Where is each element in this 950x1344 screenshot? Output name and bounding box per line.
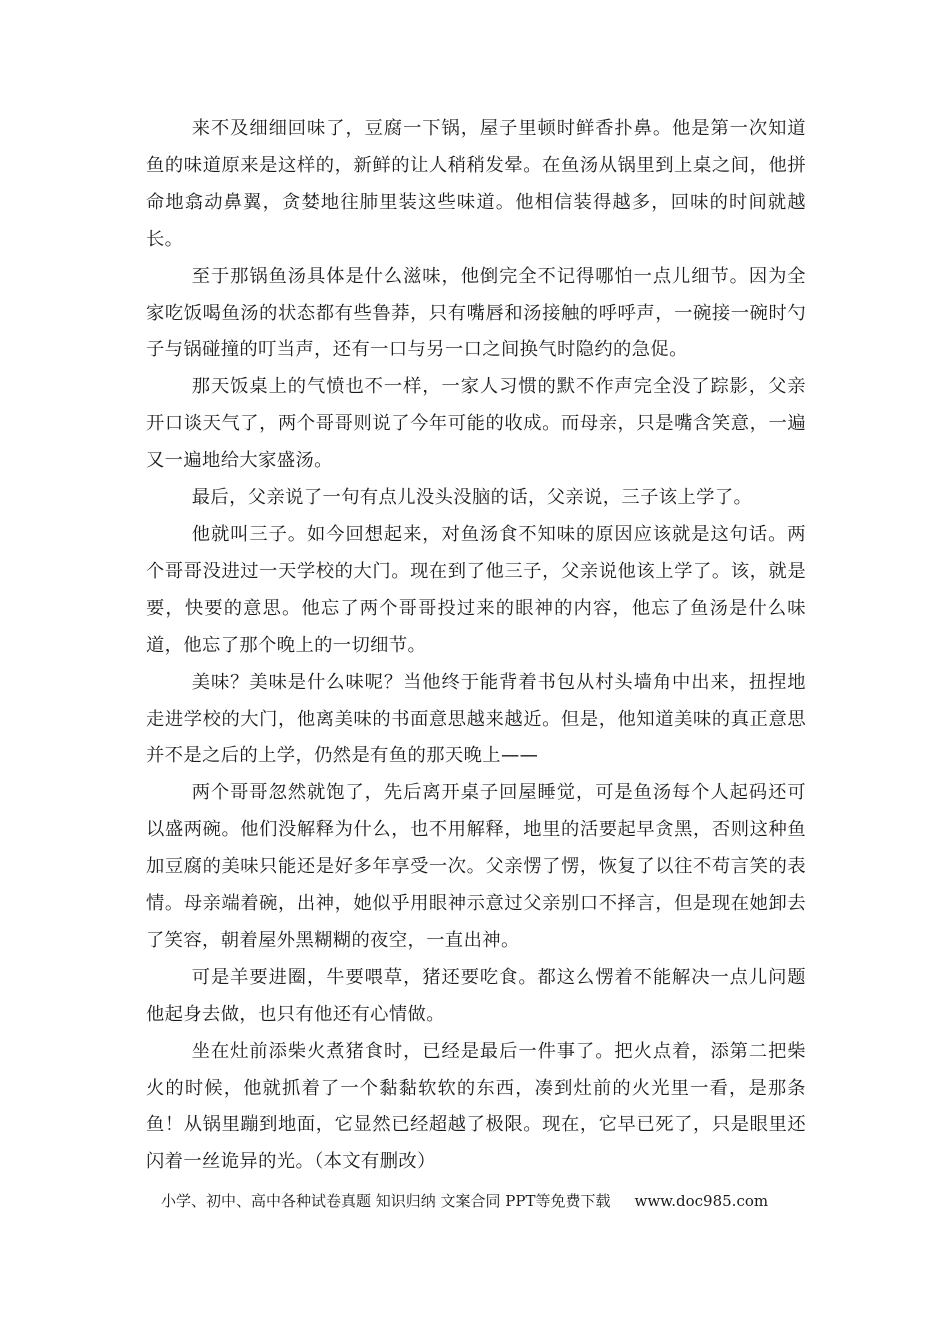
paragraph: 最后，父亲说了一句有点儿没头没脑的话，父亲说，三子该上学了。: [191, 487, 753, 509]
paragraph: 他就叫三子。如今回想起来，对鱼汤食不知味的原因应该就是这句话。两个哥哥没进过一天学校的大门。现在到了他三子，父亲说他该上学了。该，就是要，快要的意思。他忘了两个哥哥投过来的眼神的内容，他忘了鱼汤是什么味道，他忘了那个晚上的一切细节。: [146, 523, 806, 656]
paragraph: 两个哥哥忽然就饱了，先后离开桌子回屋睡觉，可是鱼汤每个人起码还可以盛两碗。他们没解释为什么，也不用解释，地里的活要起早贪黑，否则这种鱼加豆腐的美味只能还是好多年享受一次。父亲愣了愣，恢复了以往不苟言笑的表情。母亲端着碗，出神，她似乎用眼神示意过父亲别口不择言，但是现在她卸去了笑容，朝着屋外黑糊糊的夜空，一直出神。: [146, 782, 806, 951]
paragraph: 坐在灶前添柴火煮猪食时，已经是最后一件事了。把火点着，添第二把柴火的时候，他就抓着了一个黏黏软软的东西，凑到灶前的火光里一看，是那条鱼！从锅里蹦到地面，它显然已经超越了极限。现在，它早已死了，只是眼里还闪着一丝诡异的光。（本文有删改）: [146, 1040, 806, 1173]
page-footer: [161, 1190, 801, 1212]
paragraph: 来不及细细回味了，豆腐一下锅，屋子里顿时鲜香扑鼻。他是第一次知道鱼的味道原来是这样的，新鲜的让人稍稍发晕。在鱼汤从锅里到上桌之间，他拼命地翕动鼻翼，贪婪地往肺里装这些味道。他相信装得越多，回味的时间就越长。: [146, 118, 806, 250]
paragraph: 美味？美味是什么味呢？当他终于能背着书包从村头墙角中出来，扭捏地走进学校的大门，他离美味的书面意思越来越近。但是，他知道美味的真正意思并不是之后的上学，仍然是有鱼的那天晚上——: [146, 671, 806, 767]
footer-website: www.doc985.com: [634, 1192, 769, 1210]
article-body: [146, 111, 806, 1181]
paragraph: 可是羊要进圈，牛要喂草，猪还要吃食。都这么愣着不能解决一点儿问题他起身去做，也只有他还有心情做。: [146, 966, 806, 1025]
paragraph: 至于那锅鱼汤具体是什么滋味，他倒完全不记得哪怕一点儿细节。因为全家吃饭喝鱼汤的状态都有些鲁莽，只有嘴唇和汤接触的呼呼声，一碗接一碗时勺子与锅碰撞的叮当声，还有一口与另一口之间换气时隐约的急促。: [146, 265, 806, 361]
paragraph: 那天饭桌上的气愤也不一样，一家人习惯的默不作声完全没了踪影，父亲开口谈天气了，两个哥哥则说了今年可能的收成。而母亲，只是嘴含笑意，一遍又一遍地给大家盛汤。: [146, 376, 806, 472]
footer-categories: 小学、初中、高中各种试卷真题 知识归纳 文案合同 PPT等免费下载: [161, 1192, 611, 1210]
